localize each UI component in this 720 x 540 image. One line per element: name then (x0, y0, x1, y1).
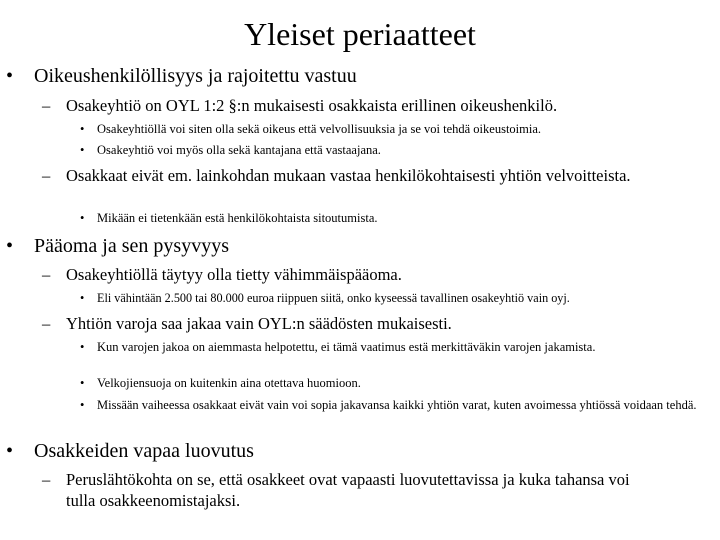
subbullet-text: Peruslähtökohta on se, että osakkeet ovat vapaasti luovutettavissa ja kuka tahansa voi tulla osakkeenomistajaksi. (66, 470, 630, 510)
dot-marker: • (80, 143, 85, 157)
subbullet-peruslahtokohta (42, 469, 662, 511)
dash-marker: – (42, 166, 51, 185)
slide-title: Yleiset periaatteet (244, 16, 476, 52)
detail-text: Osakeyhtiöllä voi siten olla sekä oikeus että velvollisuuksia ja se voi tehdä oikeustoimia. (97, 122, 542, 136)
bullet-marker: • (6, 235, 14, 257)
dot-marker: • (80, 376, 85, 390)
detail-text: Eli vähintään 2.500 tai 80.000 euroa riippuen siitä, onko kyseessä tavallinen osakeyhtiö vain oyj. (97, 291, 570, 305)
dash-marker: – (42, 470, 51, 489)
detail-avoin-yhtio (80, 397, 712, 414)
bullet-text: Oikeushenkilöllisyys ja rajoitettu vastuu (34, 65, 357, 87)
detail-text: Missään vaiheessa osakkaat eivät vain voi sopia jakavansa kaikki yhtiön varat, kuten avoimessa yhtiössä voidaan tehdä. (97, 398, 697, 412)
bullet-text: Osakkeiden vapaa luovutus (34, 440, 254, 462)
subbullet-text: Osakkaat eivät em. lainkohdan mukaan vastaa henkilökohtaisesti yhtiön velvoitteista. (66, 166, 631, 185)
subbullet-text: Osakeyhtiöllä täytyy olla tietty vähimmäispääoma. (66, 265, 402, 284)
detail-text: Velkojiensuoja on kuitenkin aina otettava huomioon. (97, 376, 361, 390)
dot-marker: • (80, 122, 85, 136)
bullet-marker: • (6, 65, 14, 87)
subbullet-text: Osakeyhtiö on OYL 1:2 §:n mukaisesti osakkaista erillinen oikeushenkilö. (66, 96, 558, 115)
dot-marker: • (80, 398, 85, 412)
bullet-text: Pääoma ja sen pysyvyys (34, 235, 229, 257)
dash-marker: – (42, 265, 51, 284)
detail-jako-helpotettu (80, 339, 708, 356)
detail-text: Osakeyhtiö voi myös olla sekä kantajana että vastaajana. (97, 143, 381, 157)
dot-marker: • (80, 291, 85, 305)
dot-marker: • (80, 340, 85, 354)
dash-marker: – (42, 96, 51, 115)
subbullet-ei-henkilokohtaista-vastuuta (42, 165, 642, 186)
detail-text: Kun varojen jakoa on aiemmasta helpotettu, ei tämä vaatimus estä merkittäväkin varojen jakamista. (97, 340, 596, 354)
detail-text: Mikään ei tietenkään estä henkilökohtaista sitoutumista. (97, 211, 378, 225)
dash-marker: – (42, 314, 51, 333)
subbullet-text: Yhtiön varoja saa jakaa vain OYL:n säädösten mukaisesti. (66, 314, 452, 333)
bullet-marker: • (6, 440, 14, 462)
dot-marker: • (80, 211, 85, 225)
